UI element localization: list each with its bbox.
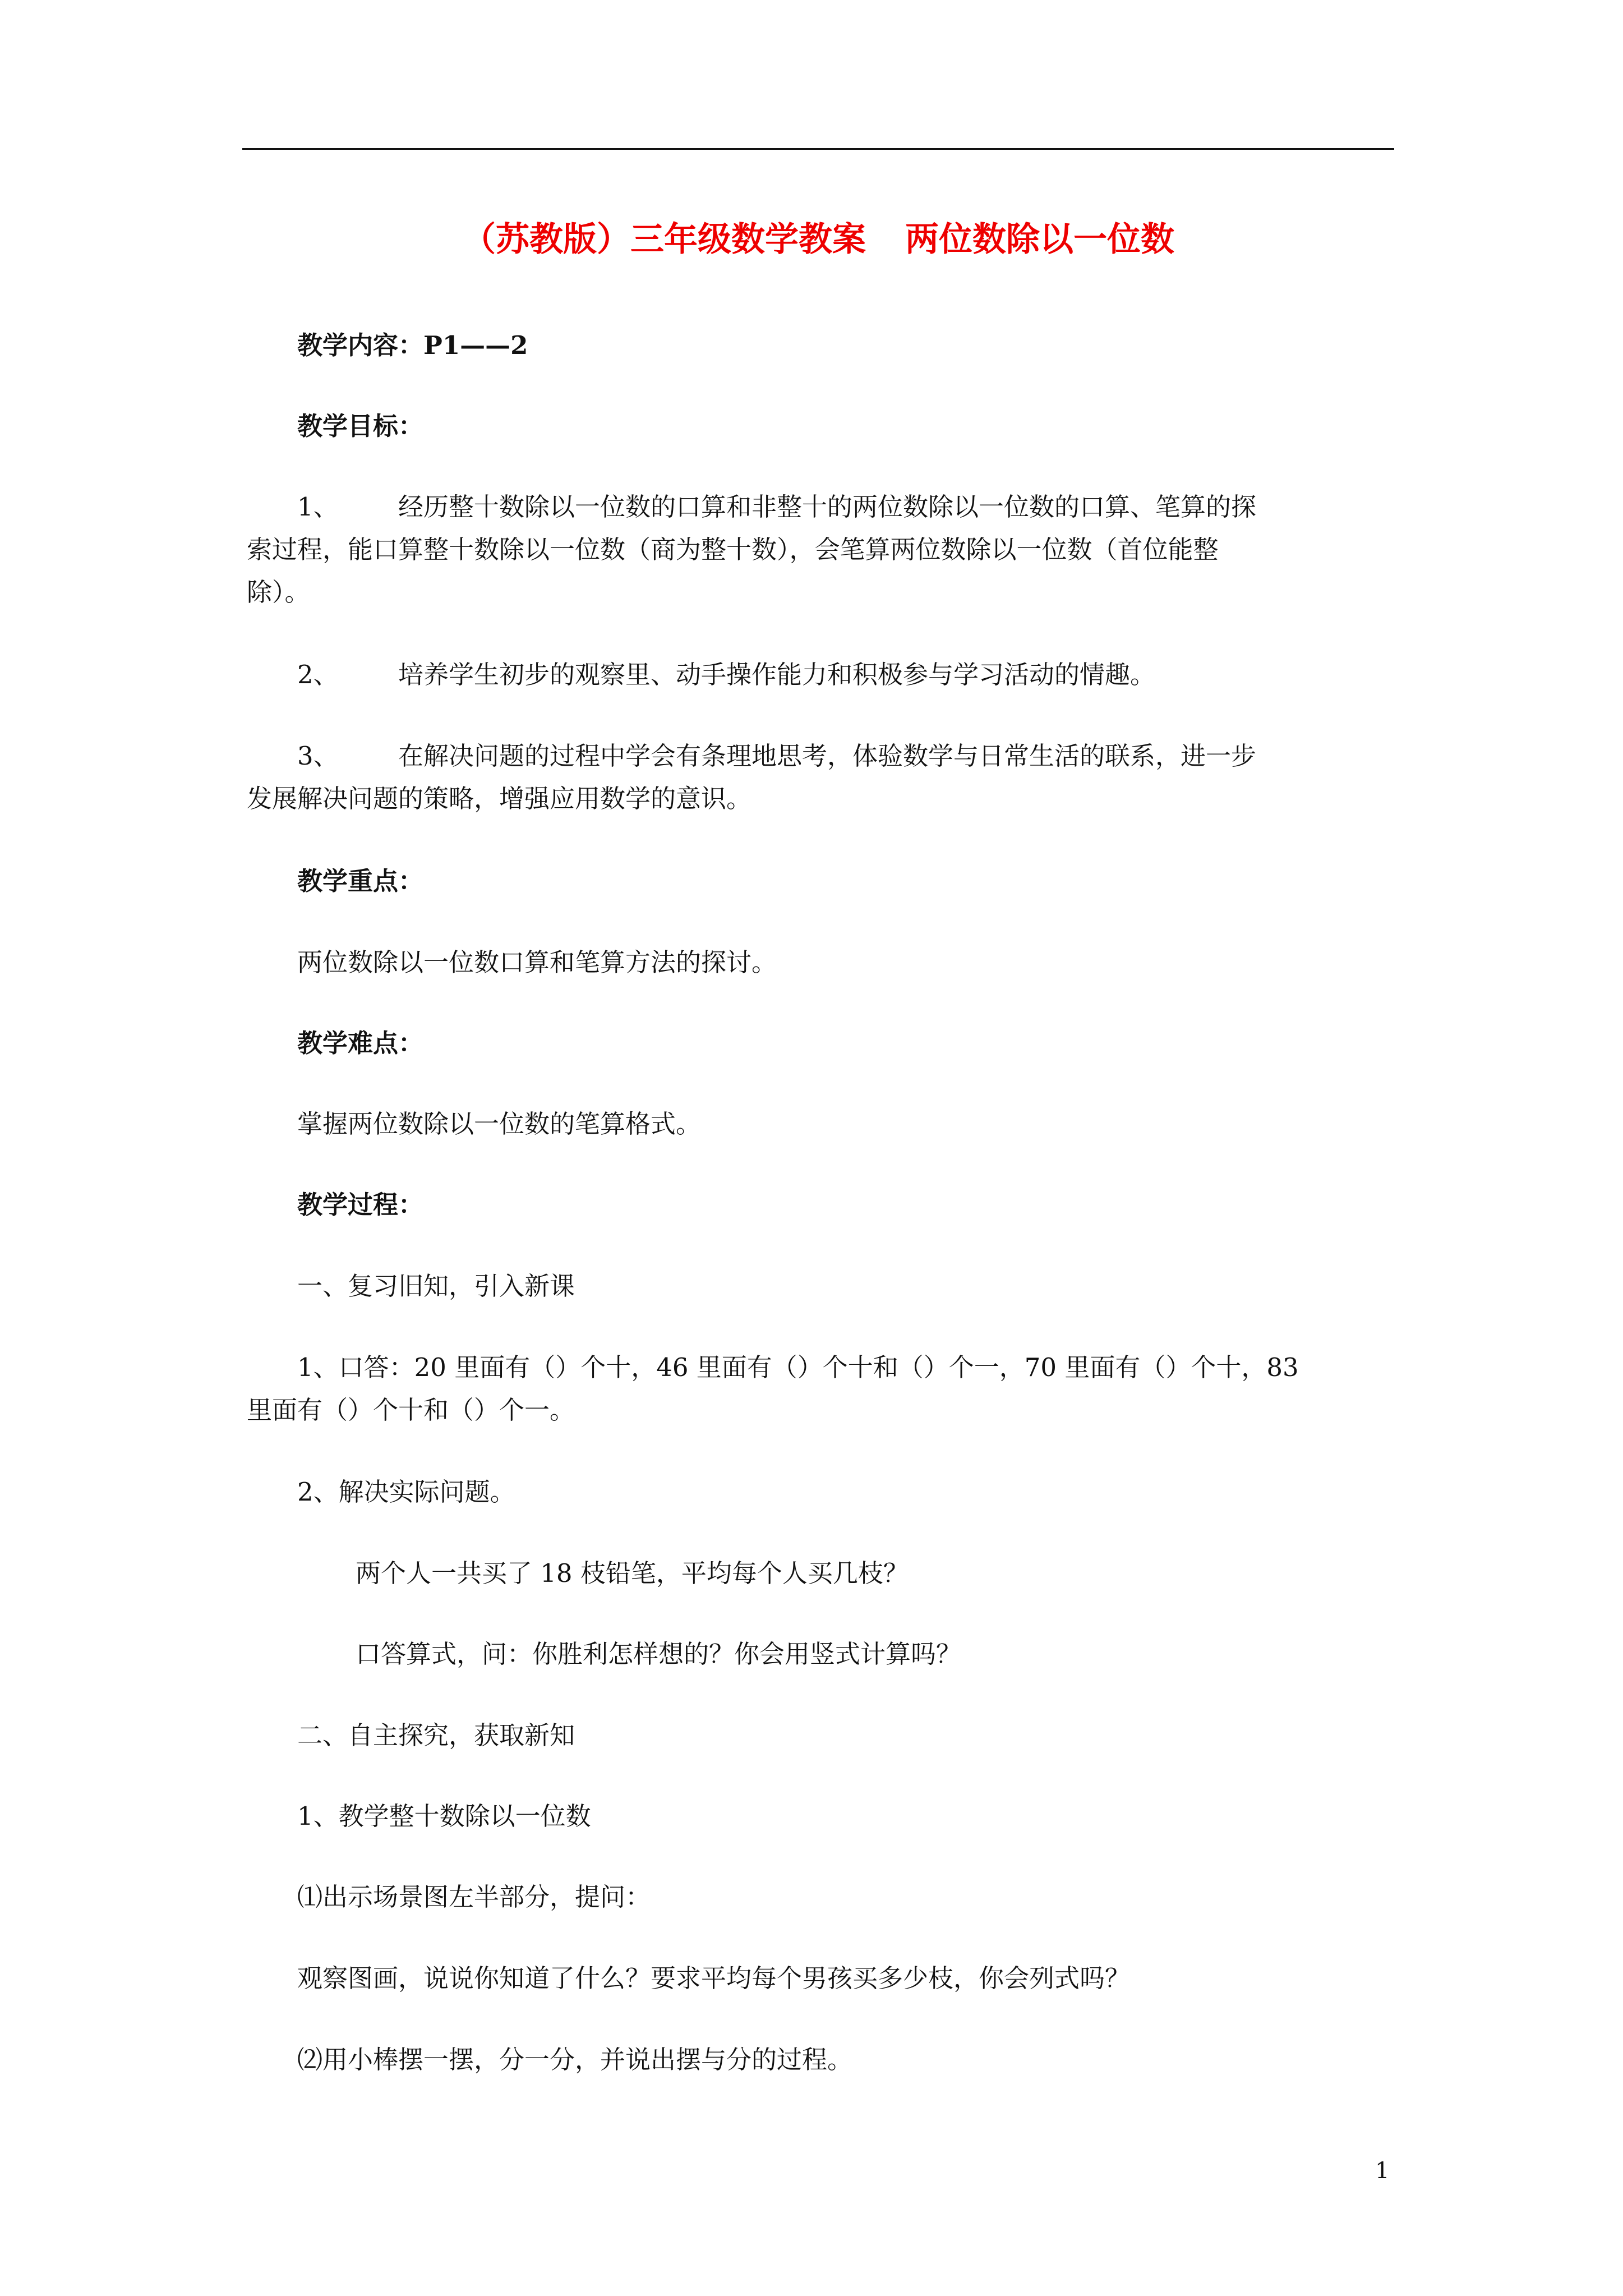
goal-2-line-1: 2、 培养学生初步的观察里、动手操作能力和积极参与学习活动的情趣。 <box>297 654 1155 696</box>
goal-2-number: 2、 <box>297 660 339 689</box>
section-1-item-1-line-1: 1、口答：20 里面有（）个十，46 里面有（）个十和（）个一，70 里面有（）个十，83 <box>297 1352 1299 1382</box>
document-title <box>242 216 1394 263</box>
goal-1-number: 1、 <box>297 492 339 522</box>
section-1-item-2-question: 两个人一共买了 18 枝铅笔，平均每个人买几枝？ <box>356 1558 909 1588</box>
goal-3-line-1: 3、 在解决问题的过程中学会有条理地思考，体验数学与日常生活的联系，进一步 <box>297 735 1256 777</box>
section-1-heading: 一、复习旧知，引入新课 <box>297 1271 575 1301</box>
section-2-step-1: ⑴出示场景图左半部分，提问： <box>297 1882 651 1912</box>
goal-3-line-2: 发展解决问题的策略，增强应用数学的意识。 <box>247 784 752 813</box>
section-2-step-1-question: 观察图画，说说你知道了什么？要求平均每个男孩买多少枝，你会列式吗？ <box>297 1963 1131 1993</box>
section-1-item-2-ask: 口答算式，问：你胜利怎样想的？你会用竖式计算吗？ <box>356 1639 962 1669</box>
teaching-goals-label: 教学目标： <box>297 411 424 441</box>
goal-3-number: 3、 <box>297 741 339 771</box>
key-point-text: 两位数除以一位数口算和笔算方法的探讨。 <box>297 947 777 977</box>
process-label: 教学过程： <box>297 1190 424 1220</box>
header-rule <box>242 148 1394 150</box>
key-point-label: 教学重点： <box>297 866 424 896</box>
section-2-step-2: ⑵用小棒摆一摆，分一分，并说出摆与分的过程。 <box>297 2045 853 2074</box>
difficulty-label: 教学难点： <box>297 1028 424 1058</box>
goal-1-line-2: 索过程，能口算整十数除以一位数（商为整十数），会笔算两位数除以一位数（首位能整 <box>247 535 1219 564</box>
section-1-item-2: 2、解决实际问题。 <box>297 1477 515 1507</box>
goal-1-line-3: 除）。 <box>247 577 310 607</box>
title-part-1: （苏教版）三年级数学教案 <box>462 220 866 259</box>
section-1-item-1-line-2: 里面有（）个十和（）个一。 <box>247 1395 575 1425</box>
section-2-item-1: 1、教学整十数除以一位数 <box>297 1801 591 1831</box>
difficulty-text: 掌握两位数除以一位数的笔算格式。 <box>297 1109 702 1139</box>
teaching-content-label: 教学内容：P1——2 <box>297 330 528 360</box>
page-number: 1 <box>1375 2158 1390 2184</box>
title-part-2: 两位数除以一位数 <box>905 220 1174 259</box>
goal-1-line-1: 1、 经历整十数除以一位数的口算和非整十的两位数除以一位数的口算、笔算的探 <box>297 486 1256 528</box>
section-2-heading: 二、自主探究，获取新知 <box>297 1720 575 1750</box>
